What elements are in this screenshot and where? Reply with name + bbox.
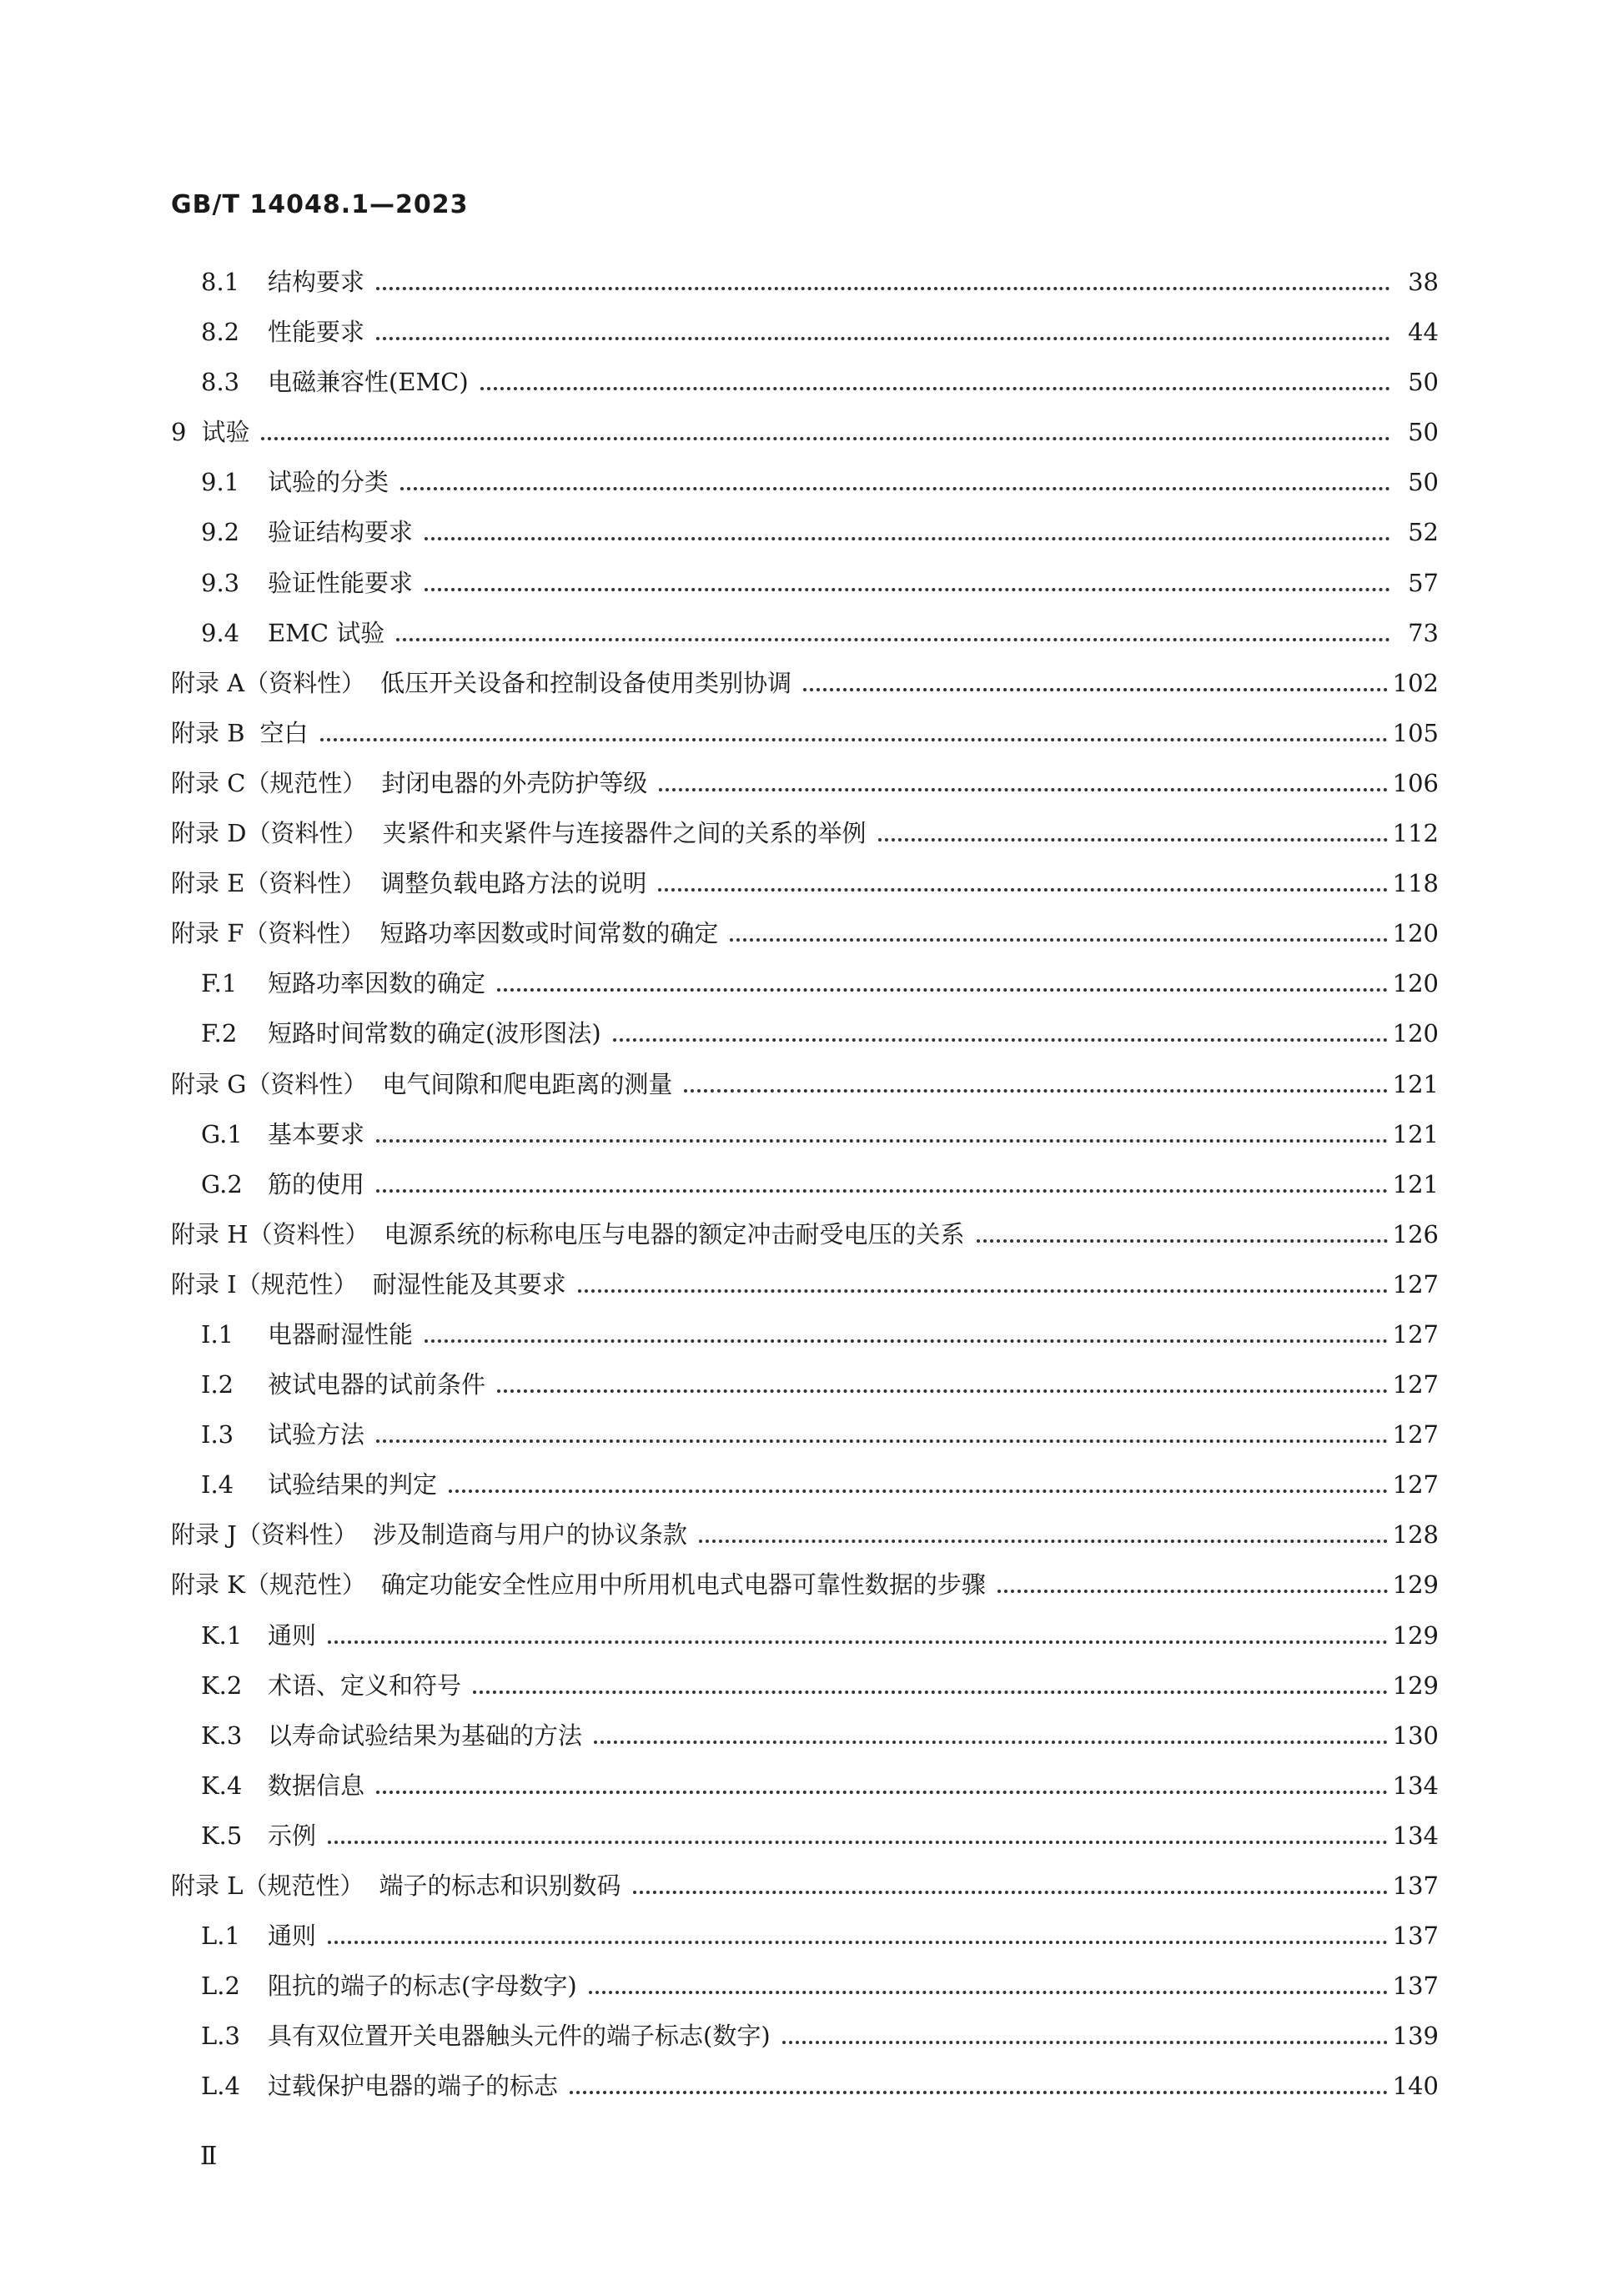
toc-entry-number: 9.2 [201, 518, 240, 547]
toc-entry-number: 9.1 [201, 468, 240, 497]
toc-entry-number: I.3 [201, 1420, 234, 1449]
dot-leader [320, 738, 1388, 741]
toc-entry[interactable] [171, 1466, 1439, 1516]
dot-leader [878, 838, 1388, 842]
toc-entry-title: 过载保护电器的端子的标志 [268, 2072, 559, 2101]
toc-entry-title: 示例 [268, 1821, 317, 1850]
toc-entry[interactable] [171, 765, 1439, 815]
table-of-contents [171, 264, 1439, 2118]
toc-entry-page: 73 [1408, 618, 1439, 647]
toc-entry-title: 电源系统的标称电压与电器的额定冲击耐受电压的关系 [384, 1219, 965, 1248]
toc-entry-title: 结构要求 [268, 268, 365, 296]
toc-entry-title: 端子的标志和识别数码 [379, 1871, 621, 1900]
toc-entry-page: 130 [1392, 1721, 1439, 1750]
toc-entry-title: 数据信息 [268, 1771, 365, 1800]
toc-entry-page: 102 [1392, 668, 1439, 697]
toc-entry-number: 附录 G（资料性） [171, 1069, 368, 1098]
toc-entry-title: 试验的分类 [268, 468, 389, 497]
toc-entry-page: 134 [1392, 1821, 1439, 1850]
toc-entry-number: L.4 [201, 2072, 240, 2101]
dot-leader [425, 537, 1390, 540]
toc-entry[interactable] [171, 514, 1439, 564]
toc-entry-number: 9.3 [201, 568, 240, 597]
toc-entry-page: 140 [1392, 2072, 1439, 2101]
toc-entry-page: 44 [1408, 318, 1439, 347]
toc-entry-number: 8.2 [201, 318, 240, 347]
dot-leader [473, 1691, 1388, 1694]
toc-entry-page: 120 [1392, 1019, 1439, 1048]
toc-entry[interactable] [171, 414, 1439, 464]
dot-leader [589, 1991, 1388, 1994]
toc-entry-number: K.2 [201, 1671, 243, 1700]
toc-entry[interactable] [171, 1116, 1439, 1166]
dot-leader [633, 1891, 1388, 1894]
toc-entry[interactable] [171, 464, 1439, 514]
toc-entry-number: L.1 [201, 1922, 240, 1951]
toc-entry[interactable] [171, 2067, 1439, 2118]
toc-entry-title: EMC 试验 [268, 618, 385, 647]
toc-entry[interactable] [171, 915, 1439, 965]
dot-leader [497, 1389, 1388, 1393]
toc-entry-title: 封闭电器的外壳防护等级 [381, 768, 648, 797]
toc-entry-number: 8.1 [201, 268, 240, 296]
toc-entry-page: 120 [1392, 919, 1439, 948]
toc-entry-title: 短路时间常数的确定(波形图法) [268, 1019, 601, 1048]
toc-entry[interactable] [171, 1917, 1439, 1967]
toc-entry-number: 8.3 [201, 368, 240, 397]
toc-entry-number: K.1 [201, 1620, 243, 1650]
toc-entry-title: 具有双位置开关电器触头元件的端子标志(数字) [268, 2022, 771, 2051]
toc-entry-number: G.2 [201, 1169, 243, 1198]
toc-entry-number: I.4 [201, 1470, 234, 1500]
toc-entry-title: 夹紧件和夹紧件与连接器件之间的关系的举例 [382, 819, 867, 848]
toc-entry-title: 以寿命试验结果为基础的方法 [268, 1721, 583, 1750]
toc-entry-number: I.2 [201, 1370, 234, 1399]
toc-entry[interactable] [171, 1066, 1439, 1116]
toc-entry-page: 139 [1392, 2022, 1439, 2051]
dot-leader [449, 1490, 1388, 1493]
toc-entry-page: 50 [1408, 368, 1439, 397]
page-number: Ⅱ [200, 2142, 218, 2171]
toc-entry-page: 120 [1392, 969, 1439, 998]
toc-entry-title: 阻抗的端子的标志(字母数字) [268, 1972, 577, 2001]
dot-leader [594, 1741, 1388, 1744]
toc-entry-number: 附录 J（资料性） [171, 1520, 358, 1550]
dot-leader [699, 1540, 1388, 1543]
toc-entry-number: K.3 [201, 1721, 243, 1750]
toc-entry-number: F.2 [201, 1019, 238, 1048]
dot-leader [376, 1139, 1388, 1143]
toc-entry-title: 确定功能安全性应用中所用机电式电器可靠性数据的步骤 [380, 1570, 986, 1600]
toc-entry-page: 137 [1392, 1922, 1439, 1951]
dot-leader [396, 638, 1390, 641]
toc-entry[interactable] [171, 2017, 1439, 2067]
toc-entry-page: 128 [1392, 1520, 1439, 1550]
toc-entry[interactable] [171, 1566, 1439, 1616]
dot-leader [376, 1791, 1388, 1794]
toc-entry-title: 筋的使用 [268, 1169, 365, 1198]
toc-entry-title: 试验 [201, 418, 250, 447]
toc-entry[interactable] [171, 1366, 1439, 1416]
dot-leader [400, 487, 1390, 490]
toc-entry-page: 105 [1392, 718, 1439, 747]
toc-entry-title: 耐湿性能及其要求 [372, 1269, 566, 1299]
dot-leader [684, 1089, 1387, 1093]
dot-leader [261, 437, 1390, 440]
toc-entry-title: 验证性能要求 [268, 568, 414, 597]
toc-entry-title: 短路功率因数或时间常数的确定 [379, 919, 719, 948]
toc-entry-title: 涉及制造商与用户的协议条款 [372, 1520, 687, 1550]
toc-entry-number: 9.4 [201, 618, 240, 647]
toc-entry[interactable] [171, 1266, 1439, 1316]
dot-leader [497, 988, 1388, 992]
toc-entry-number: 附录 A（资料性） [171, 668, 366, 697]
toc-entry-number: I.1 [201, 1319, 234, 1349]
toc-entry-page: 134 [1392, 1771, 1439, 1800]
toc-entry[interactable] [171, 665, 1439, 715]
dot-leader [659, 788, 1387, 791]
dot-leader [578, 1289, 1388, 1293]
toc-entry-page: 106 [1392, 768, 1439, 797]
toc-entry-title: 电磁兼容性(EMC) [268, 368, 469, 397]
toc-entry[interactable] [171, 1216, 1439, 1266]
toc-entry-page: 50 [1408, 418, 1439, 447]
toc-entry[interactable] [171, 1967, 1439, 2017]
toc-entry[interactable] [171, 1416, 1439, 1466]
toc-entry-page: 127 [1392, 1319, 1439, 1349]
toc-entry-title: 性能要求 [268, 318, 365, 347]
toc-entry[interactable] [171, 565, 1439, 615]
toc-entry-title: 短路功率因数的确定 [268, 969, 486, 998]
toc-entry[interactable] [171, 865, 1439, 915]
toc-entry-title: 通则 [268, 1620, 317, 1650]
dot-leader [782, 2041, 1388, 2044]
toc-entry-page: 121 [1392, 1169, 1439, 1198]
toc-entry[interactable] [171, 1867, 1439, 1917]
toc-entry-title: 通则 [268, 1922, 317, 1951]
toc-entry-number: 附录 I（规范性） [171, 1269, 358, 1299]
toc-entry-number: 附录 H（资料性） [171, 1219, 369, 1248]
toc-entry-page: 121 [1392, 1069, 1439, 1098]
toc-entry-number: K.4 [201, 1771, 243, 1800]
dot-leader [425, 1339, 1388, 1343]
dot-leader [328, 1640, 1388, 1644]
toc-entry-page: 126 [1392, 1219, 1439, 1248]
toc-entry-page: 129 [1392, 1620, 1439, 1650]
toc-entry-page: 127 [1392, 1269, 1439, 1299]
toc-entry[interactable] [171, 1015, 1439, 1065]
toc-entry-title: 基本要求 [268, 1119, 365, 1148]
dot-leader [376, 337, 1390, 340]
toc-entry[interactable] [171, 1767, 1439, 1817]
toc-entry[interactable] [171, 965, 1439, 1015]
standard-code: GB/T 14048.1—2023 [171, 190, 469, 219]
toc-entry[interactable] [171, 815, 1439, 865]
toc-entry-number: 附录 B [171, 718, 245, 747]
toc-entry[interactable] [171, 615, 1439, 665]
toc-entry[interactable] [171, 364, 1439, 414]
dot-leader [425, 588, 1390, 591]
dot-leader [376, 287, 1390, 290]
toc-entry[interactable] [171, 1817, 1439, 1867]
dot-leader [376, 1439, 1388, 1443]
dot-leader [803, 688, 1387, 691]
toc-entry[interactable] [171, 1316, 1439, 1366]
toc-entry-title: 调整负载电路方法的说明 [380, 869, 647, 898]
dot-leader [570, 2091, 1388, 2094]
toc-entry-number: 附录 C（规范性） [171, 768, 367, 797]
toc-entry-number: G.1 [201, 1119, 243, 1148]
toc-entry-title: 试验结果的判定 [268, 1470, 438, 1500]
toc-entry-page: 137 [1392, 1871, 1439, 1900]
toc-entry-title: 验证结构要求 [268, 518, 414, 547]
toc-entry-title: 试验方法 [268, 1420, 365, 1449]
toc-entry-page: 38 [1408, 268, 1439, 296]
toc-entry-number: 附录 L（规范性） [171, 1871, 364, 1900]
toc-entry-number: 附录 E（资料性） [171, 869, 366, 898]
toc-entry-title: 电气间隙和爬电距离的测量 [382, 1069, 673, 1098]
toc-entry-number: 附录 F（资料性） [171, 919, 365, 948]
toc-entry-title: 低压开关设备和控制设备使用类别协调 [380, 668, 792, 697]
toc-entry[interactable] [171, 1617, 1439, 1667]
toc-entry-page: 129 [1392, 1570, 1439, 1600]
toc-entry[interactable] [171, 314, 1439, 364]
toc-entry[interactable] [171, 264, 1439, 314]
toc-entry[interactable] [171, 1717, 1439, 1767]
dot-leader [480, 387, 1390, 390]
dot-leader [376, 1189, 1388, 1193]
toc-entry[interactable] [171, 715, 1439, 765]
toc-entry-page: 129 [1392, 1671, 1439, 1700]
toc-entry-page: 52 [1408, 518, 1439, 547]
dot-leader [658, 888, 1387, 892]
toc-entry-number: 附录 D（资料性） [171, 819, 368, 848]
toc-entry-number: L.2 [201, 1972, 240, 2001]
toc-entry[interactable] [171, 1166, 1439, 1216]
dot-leader [997, 1590, 1388, 1593]
toc-entry-title: 被试电器的试前条件 [268, 1370, 486, 1399]
toc-entry-page: 50 [1408, 468, 1439, 497]
toc-entry-number: 附录 K（规范性） [171, 1570, 366, 1600]
toc-entry-title: 空白 [259, 718, 309, 747]
toc-entry-number: F.1 [201, 969, 238, 998]
toc-entry-page: 57 [1408, 568, 1439, 597]
toc-entry-page: 112 [1392, 819, 1439, 848]
toc-entry-page: 127 [1392, 1370, 1439, 1399]
toc-entry[interactable] [171, 1667, 1439, 1717]
toc-entry-page: 121 [1392, 1119, 1439, 1148]
dot-leader [730, 938, 1387, 942]
toc-entry-title: 术语、定义和符号 [268, 1671, 462, 1700]
toc-entry-number: 9 [171, 418, 187, 447]
toc-entry-number: L.3 [201, 2022, 240, 2051]
toc-entry-number: K.5 [201, 1821, 243, 1850]
toc-entry-page: 127 [1392, 1470, 1439, 1500]
dot-leader [328, 1941, 1388, 1944]
toc-entry[interactable] [171, 1516, 1439, 1566]
toc-entry-page: 127 [1392, 1420, 1439, 1449]
toc-entry-page: 137 [1392, 1972, 1439, 2001]
toc-entry-page: 118 [1392, 869, 1439, 898]
dot-leader [977, 1239, 1388, 1243]
dot-leader [328, 1841, 1388, 1844]
toc-entry-title: 电器耐湿性能 [268, 1319, 414, 1349]
dot-leader [613, 1038, 1388, 1042]
